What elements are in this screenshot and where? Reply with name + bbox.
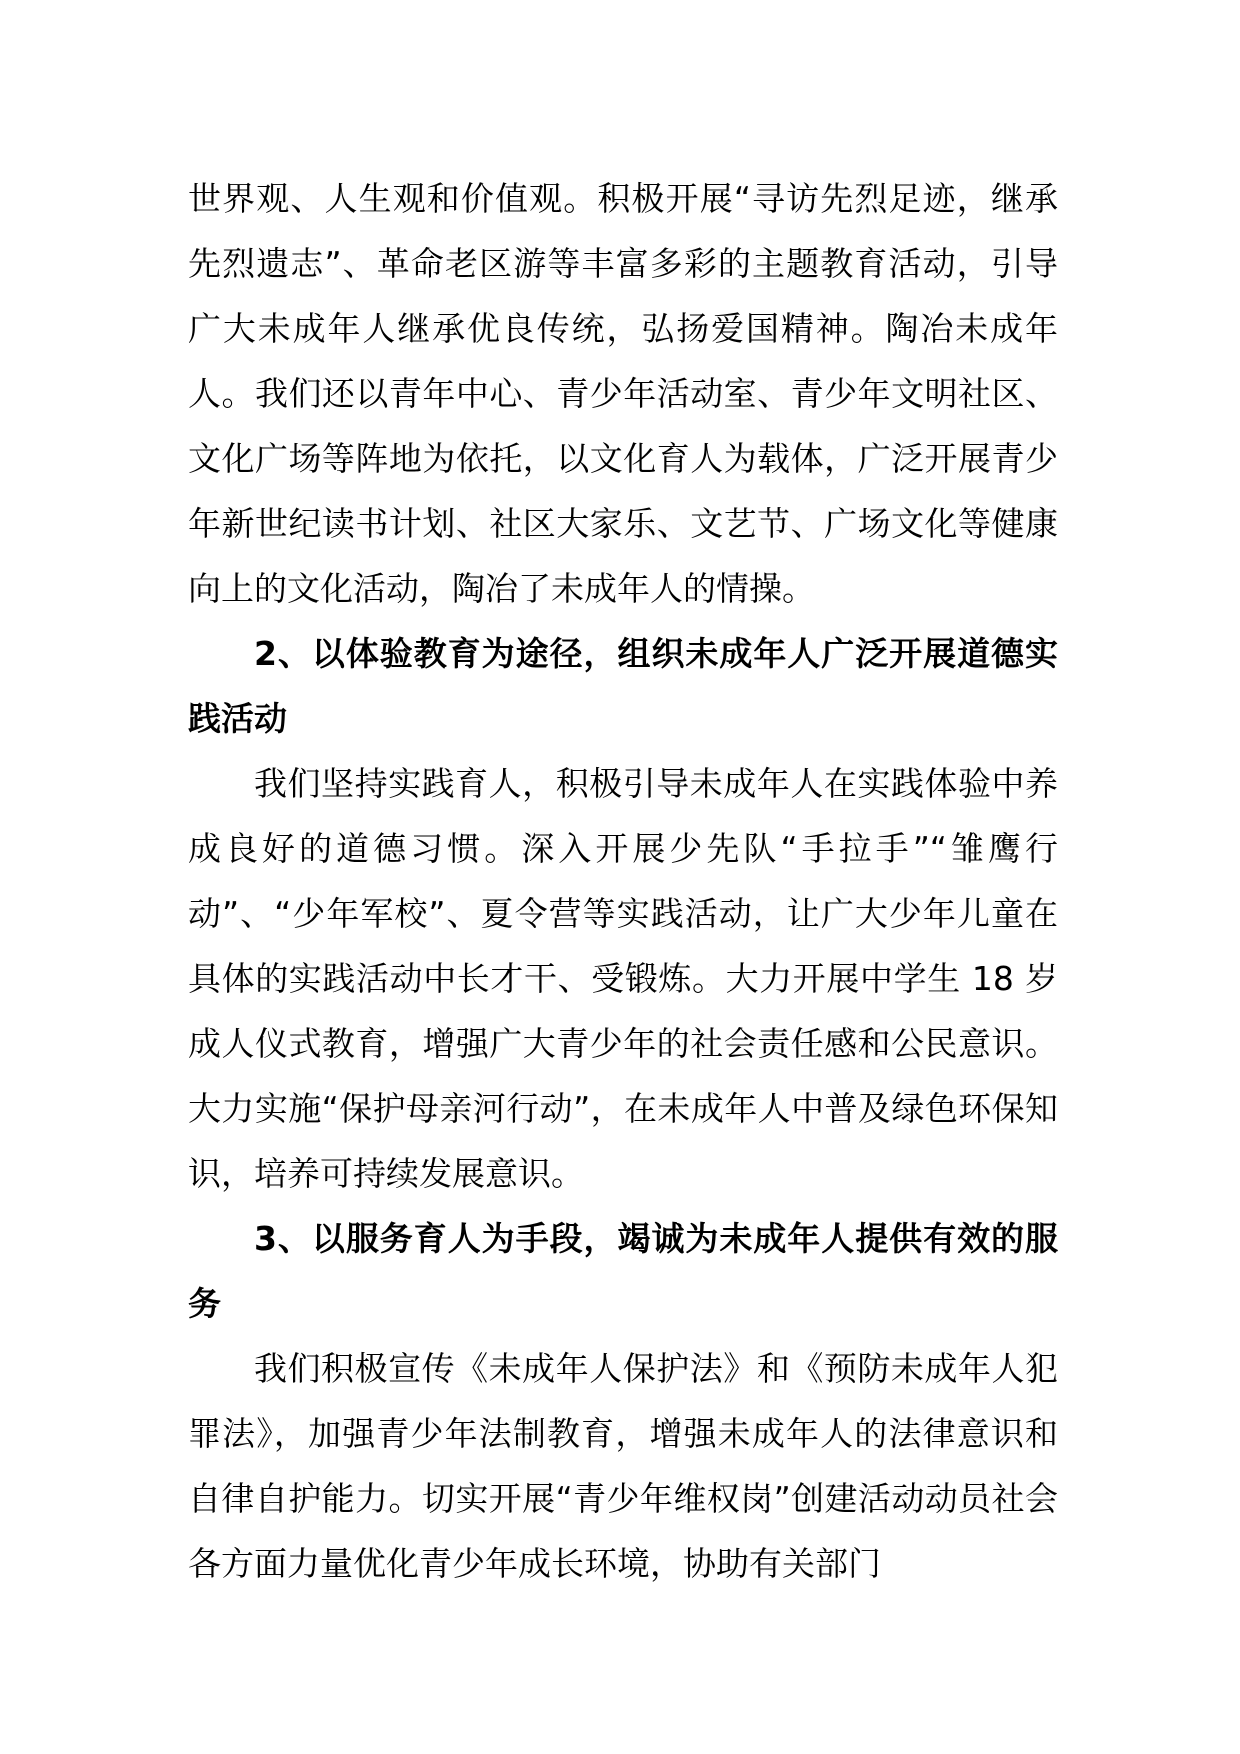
- section-heading-3: 3、以服务育人为手段，竭诚为未成年人提供有效的服务: [188, 1219, 1058, 1323]
- section-heading-2: 2、以体验教育为途径，组织未成年人广泛开展道德实践活动: [188, 634, 1058, 738]
- body-paragraph-1: 世界观、人生观和价值观。积极开展“寻访先烈足迹，继承先烈遗志”、革命老区游等丰富多彩的主题教育活动，引导广大未成年人继承优良传统，弘扬爱国精神。陶冶未成年人。我们还以青年中心、青少年活动室、青少年文明社区、文化广场等阵地为依托，以文化育人为载体，广泛开展青少年新世纪读书计划、社区大家乐、文艺节、广场文化等健康向上的文化活动，陶冶了未成年人的情操。: [188, 179, 1058, 608]
- body-paragraph-3: 我们积极宣传《未成年人保护法》和《预防未成年人犯罪法》，加强青少年法制教育，增强未成年人的法律意识和自律自护能力。切实开展“青少年维权岗”创建活动动员社会各方面力量优化青少年成长环境，协助有关部门: [188, 1349, 1058, 1583]
- body-paragraph-2: 我们坚持实践育人，积极引导未成年人在实践体验中养成良好的道德习惯。深入开展少先队“手拉手”“雏鹰行动”、“少年军校”、夏令营等实践活动，让广大少年儿童在具体的实践活动中长才干、受锻炼。大力开展中学生 18 岁成人仪式教育，增强广大青少年的社会责任感和公民意识。大力实施“保护母亲河行动”，在未成年人中普及绿色环保知识，培养可持续发展意识。: [188, 764, 1058, 1193]
- document-page: [188, 166, 1058, 1596]
